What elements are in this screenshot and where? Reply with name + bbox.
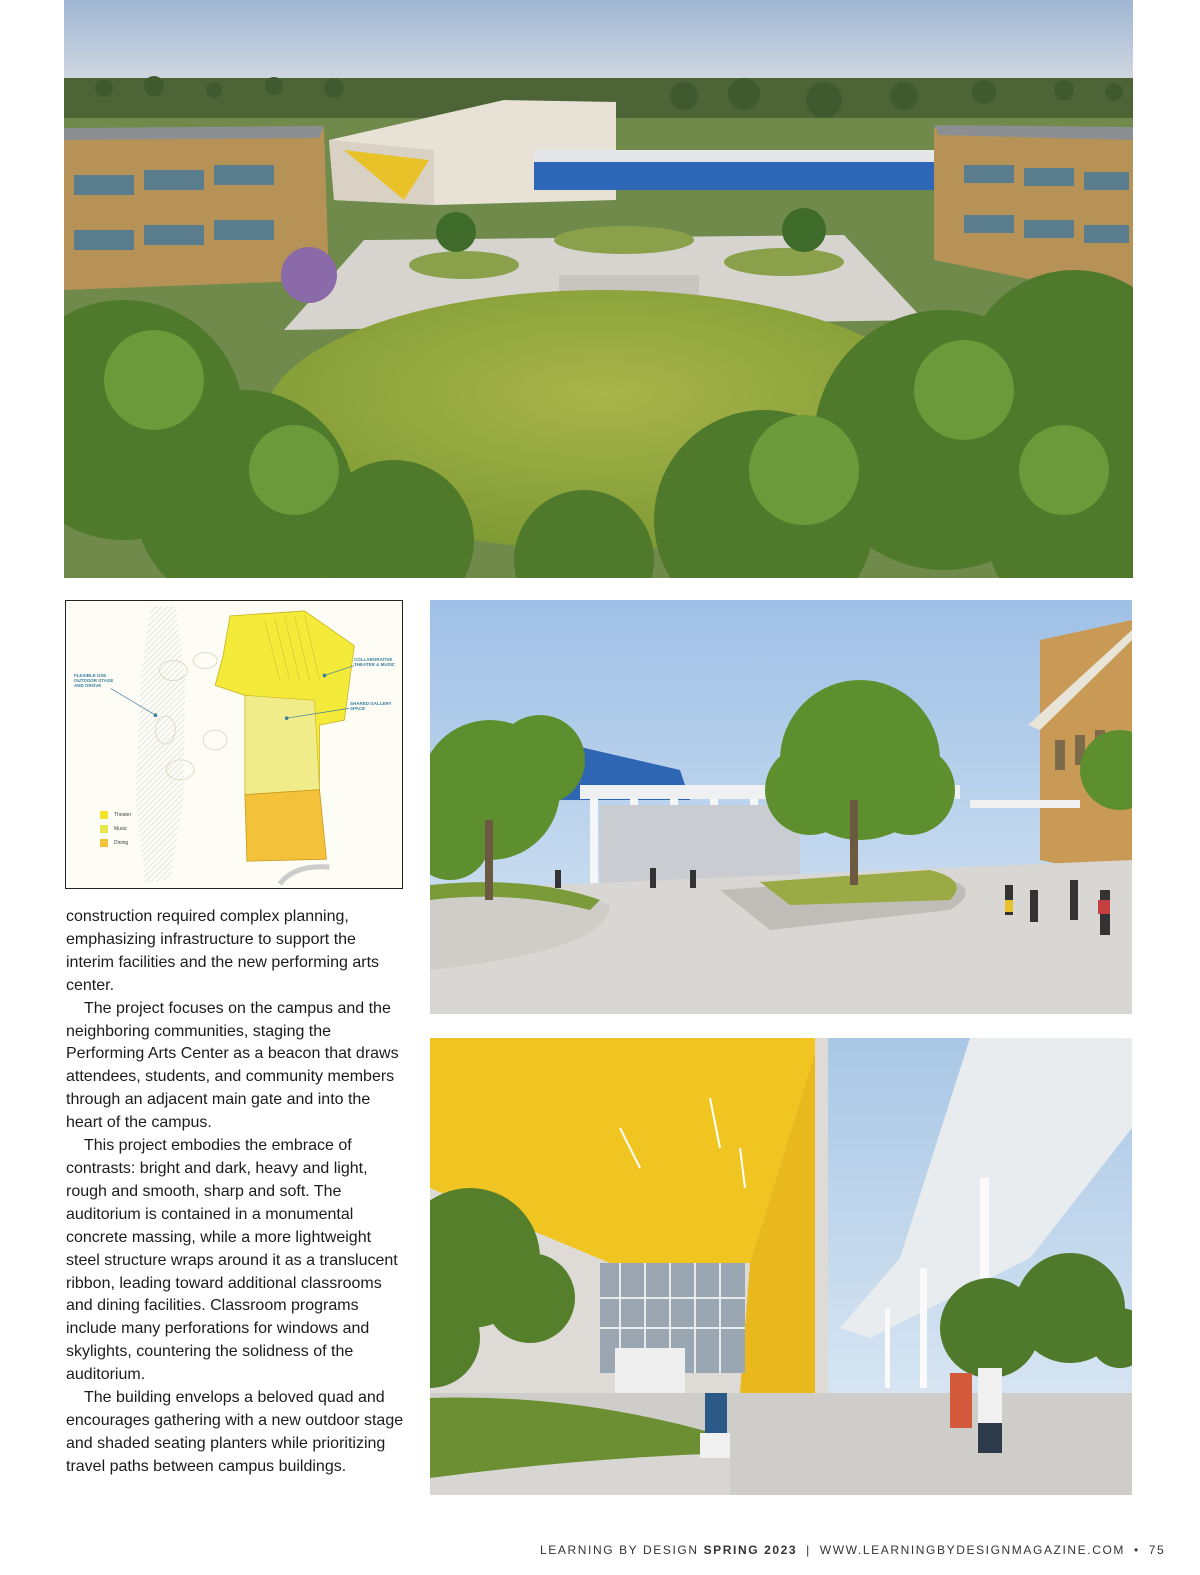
site-plan-diagram xyxy=(65,600,403,889)
issue-label: SPRING 2023 xyxy=(703,1543,798,1557)
footer-bullet: • xyxy=(1133,1543,1140,1557)
legend-item-dining xyxy=(100,836,131,850)
legend-label-theater: Theater xyxy=(114,812,132,818)
swatch-dining xyxy=(100,839,108,847)
label-outdoor-stage: FLEXIBLE USE OUTDOOR STAGE AND GROVE xyxy=(74,673,114,688)
footer-divider: | xyxy=(806,1543,811,1557)
legend-label-dining: Dining xyxy=(114,840,129,846)
courtyard-photo xyxy=(430,600,1132,1014)
magazine-name: LEARNING BY DESIGN xyxy=(540,1543,699,1557)
aerial-campus-photo xyxy=(64,0,1133,578)
paragraph-4: The building envelops a beloved quad and encourages gathering with a new outdoor stage and shaded seating planters while prioritizing travel paths between campus buildings. xyxy=(66,1389,404,1475)
north-arrow-icon xyxy=(376,863,403,889)
paragraph-1: construction required complex planning, emphasizing infrastructure to support the interim facilities and the new performing arts center. xyxy=(66,908,380,994)
website-link[interactable]: WWW.LEARNINGBYDESIGNMAGAZINE.COM xyxy=(819,1543,1126,1557)
paragraph-3: This project embodies the embrace of contrasts: bright and dark, heavy and light, rough and smooth, sharp and soft. The auditorium is contained in a monumental concrete massing, while a more lightweight steel structure wraps around it as a translucent ribbon, leading toward additional classrooms and dining facilities. Classroom programs include many perforations for windows and skylights, countering the solidness of the auditorium. xyxy=(66,1137,398,1384)
page-number: 75 xyxy=(1148,1543,1166,1557)
plan-legend xyxy=(100,808,131,850)
swatch-theater xyxy=(100,811,108,819)
swatch-music xyxy=(100,825,108,833)
paragraph-2: The project focuses on the campus and the neighboring communities, staging the Performing Arts Center as a beacon that draws attendees, students, and community members through an adjacent main gate and into the heart of the campus. xyxy=(66,999,399,1132)
legend-item-music xyxy=(100,822,131,836)
page-footer xyxy=(540,1543,1166,1557)
article-body xyxy=(66,906,406,1479)
entrance-photo xyxy=(430,1038,1132,1495)
legend-item-theater xyxy=(100,808,131,822)
label-theater-music: COLLABORATIVE THEATER & MUSIC xyxy=(354,657,396,667)
label-gallery: SHARED GALLERY SPACE xyxy=(350,701,392,711)
legend-label-music: Music xyxy=(114,826,128,832)
